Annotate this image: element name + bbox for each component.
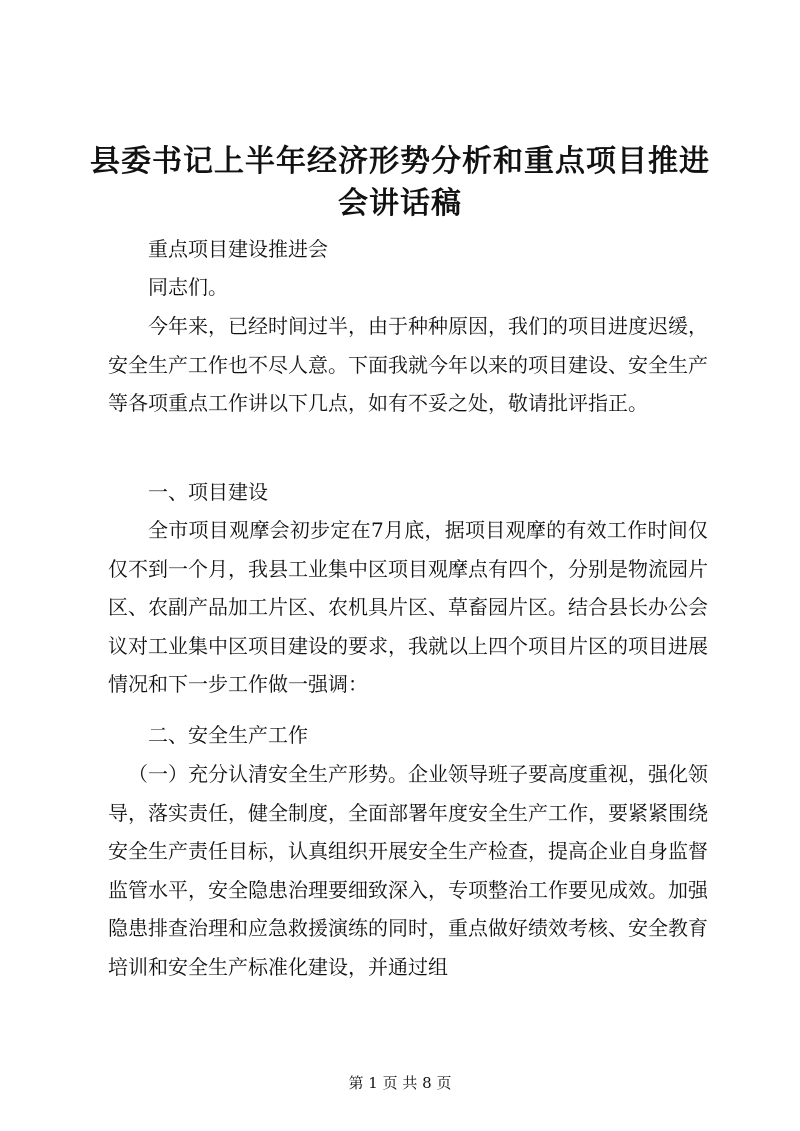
page-number-footer: 第 1 页 共 8 页 <box>348 1074 452 1092</box>
meeting-name: 重点项目建设推进会 <box>148 237 328 261</box>
document-title-line-2: 会讲话稿 <box>338 186 462 221</box>
section-heading-safety-production: 二、安全生产工作 <box>148 723 308 747</box>
salutation: 同志们。 <box>148 275 228 299</box>
section-heading-project-construction: 一、项目建设 <box>148 480 268 504</box>
intro-paragraph: 今年来，已经时间过半，由于种种原因，我们的项目进度迟缓，安全生产工作也不尽人意。下面我就今年以来的项目建设、安全生产等各项重点工作讲以下几点，如有不妥之处，敬请批评指正。 <box>108 314 708 415</box>
project-construction-paragraph: 全市项目观摩会初步定在7月底，据项目观摩的有效工作时间仅仅不到一个月，我县工业集中区项目观摩点有四个，分别是物流园片区、农副产品加工片区、农机具片区、草畜园片区。结合县长办公会议对工业集中区项目建设的要求，我就以上四个项目片区的项目进展情况和下一步工作做一强调： <box>108 518 708 696</box>
safety-production-paragraph: （一）充分认清安全生产形势。企业领导班子要高度重视，强化领导，落实责任，健全制度，全面部署年度安全生产工作，要紧紧围绕安全生产责任目标，认真组织开展安全生产检查，提高企业自身监督监管水平，安全隐患治理要细致深入，专项整治工作要见成效。加强隐患排查治理和应急救援演练的同时，重点做好绩效考核、安全教育培训和安全生产标准化建设，并通过组 <box>108 762 708 979</box>
document-title-line-1: 县委书记上半年经济形势分析和重点项目推进 <box>90 144 710 179</box>
